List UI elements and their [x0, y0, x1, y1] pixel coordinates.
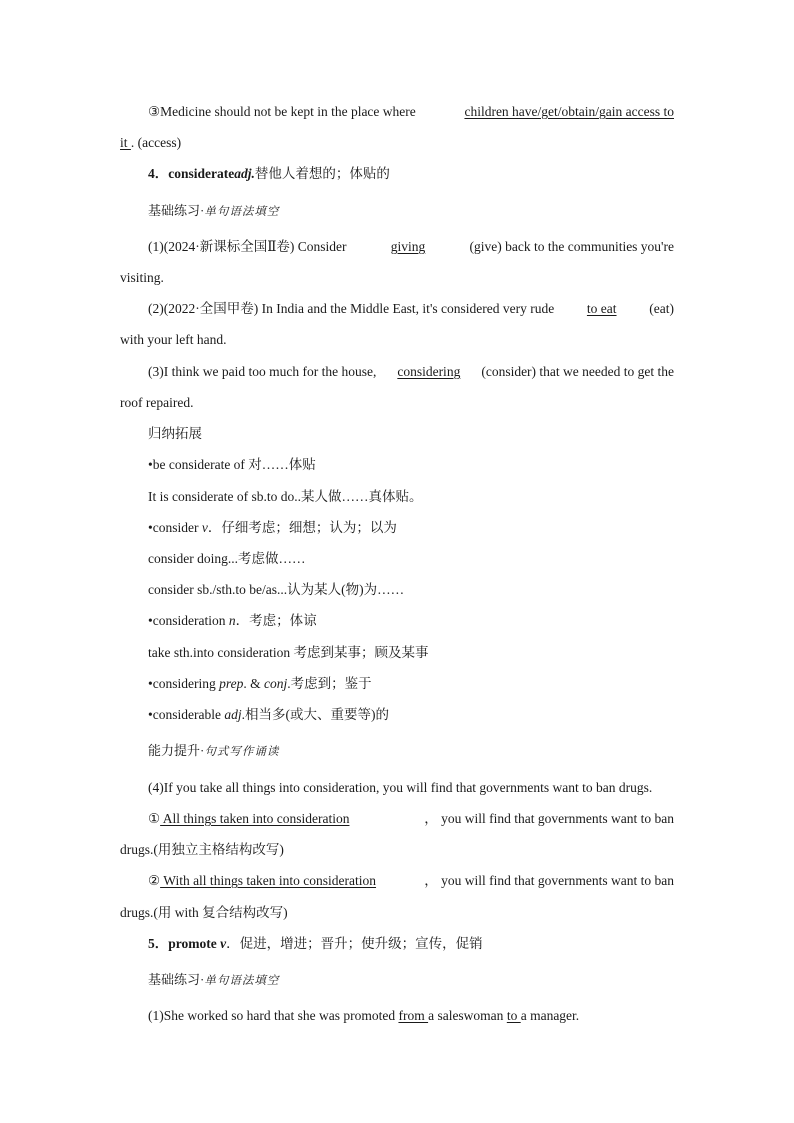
- expansion-joiner: . &: [243, 676, 264, 691]
- heading-pos: v: [220, 936, 227, 951]
- heading-word: promote: [168, 936, 217, 951]
- heading-promote: [148, 936, 674, 952]
- rewrite-marker: ②: [148, 873, 161, 888]
- answer-blank: children have/get/obtain/gain access to: [464, 104, 674, 119]
- expansion-item: •be considerate of 对……体贴: [148, 457, 316, 472]
- question-text-end: a manager.: [520, 1008, 580, 1023]
- rewrite-2-cont: drugs.(用 with 复合结构改写): [120, 905, 288, 920]
- expansion-word: •consider: [148, 520, 199, 535]
- rewrite-2: [148, 873, 674, 889]
- expansion-item: It is considerate of sb.to do..某人做……真体贴。: [148, 489, 423, 504]
- heading-number: 5．: [148, 936, 169, 951]
- answer-blank: With all things taken into consideration: [160, 873, 377, 888]
- expansion-pos: n: [228, 613, 236, 628]
- question-text: (1)(2024·新课标全国Ⅱ卷) Consider: [148, 239, 347, 254]
- expansion-item: [148, 613, 674, 629]
- sentence-text: . (access): [130, 135, 182, 150]
- expansion-item: [148, 676, 674, 692]
- section-sublabel: 句式写作诵读: [204, 746, 280, 758]
- answer-blank: giving: [390, 239, 426, 254]
- heading-meaning: 替他人着想的；体贴的: [254, 166, 390, 181]
- sentence-access-3: [148, 104, 674, 120]
- heading-word: considerate: [168, 166, 235, 181]
- question-1-cont: visiting.: [120, 270, 164, 285]
- question-text-end: (give) back to the communities you're: [469, 239, 674, 254]
- answer-blank: to: [506, 1008, 521, 1023]
- heading-number: 4．: [148, 166, 169, 181]
- question-text: a saleswoman: [428, 1008, 504, 1023]
- section-basic-practice: [148, 203, 674, 220]
- question-text: (2)(2022·全国甲卷) In India and the Middle East, it's considered very rude: [148, 301, 555, 316]
- expansion-item: consider doing...考虑做……: [148, 551, 306, 566]
- expansion-meaning: ．仔细考虑；细想；认为；以为: [207, 520, 397, 535]
- answer-blank: from: [398, 1008, 429, 1023]
- expansion-item: [148, 707, 674, 723]
- heading-considerate: [148, 166, 674, 182]
- summary-heading: 归纳拓展: [148, 426, 202, 441]
- expansion-word: •consideration: [148, 613, 226, 628]
- expansion-pos: adj: [224, 707, 242, 722]
- section-label: 基础练习·: [148, 972, 205, 987]
- heading-meaning: ．促进，增进；晋升；使升级；宣传，促销: [226, 936, 483, 951]
- question-text-end: (eat): [649, 301, 674, 316]
- section-label: 基础练习·: [148, 203, 205, 218]
- answer-blank: All things taken into consideration: [160, 811, 350, 826]
- section-ability: [148, 743, 674, 760]
- question-1: [148, 239, 674, 255]
- question-3: [148, 364, 674, 380]
- section-sublabel: 单句语法填空: [204, 206, 280, 218]
- rewrite-1: [148, 811, 674, 827]
- expansion-item: [148, 520, 674, 536]
- question-5: [148, 1008, 648, 1024]
- expansion-item: take sth.into consideration 考虑到某事；顾及某事: [148, 645, 429, 660]
- expansion-pos: v: [201, 520, 208, 535]
- answer-blank: it: [120, 135, 131, 150]
- answer-blank: to eat: [586, 301, 617, 316]
- answer-blank: considering: [397, 364, 461, 379]
- question-text: (1)She worked so hard that she was promoted: [148, 1008, 396, 1023]
- sentence-access-3-cont: [120, 135, 674, 151]
- expansion-meaning: .相当多(或大、重要等)的: [241, 707, 389, 722]
- question-4: (4)If you take all things into consideration, you will find that governments want to ban drugs.: [148, 780, 653, 795]
- question-2: [148, 301, 674, 317]
- expansion-meaning: ．考虑；体谅: [235, 613, 317, 628]
- section-basic-practice-2: [148, 972, 674, 989]
- question-3-cont: roof repaired.: [120, 395, 194, 410]
- question-text-end: (consider) that we needed to get the: [481, 364, 674, 379]
- expansion-pos: conj: [263, 676, 288, 691]
- section-label: 能力提升·: [148, 743, 205, 758]
- section-sublabel: 单句语法填空: [204, 975, 280, 987]
- expansion-pos: prep: [219, 676, 244, 691]
- rewrite-text: ， you will find that governments want to ban: [424, 873, 674, 888]
- expansion-word: •considering: [148, 676, 216, 691]
- sentence-text: ③Medicine should not be kept in the place where: [148, 104, 416, 119]
- rewrite-1-cont: drugs.(用独立主格结构改写): [120, 842, 284, 857]
- question-text: (3)I think we paid too much for the house,: [148, 364, 377, 379]
- expansion-meaning: .考虑到；鉴于: [287, 676, 372, 691]
- rewrite-text: ， you will find that governments want to ban: [424, 811, 674, 826]
- rewrite-marker: ①: [148, 811, 161, 826]
- expansion-item: consider sb./sth.to be/as...认为某人(物)为……: [148, 582, 405, 597]
- heading-pos: adj.: [234, 166, 255, 181]
- expansion-word: •considerable: [148, 707, 221, 722]
- question-2-cont: with your left hand.: [120, 332, 227, 347]
